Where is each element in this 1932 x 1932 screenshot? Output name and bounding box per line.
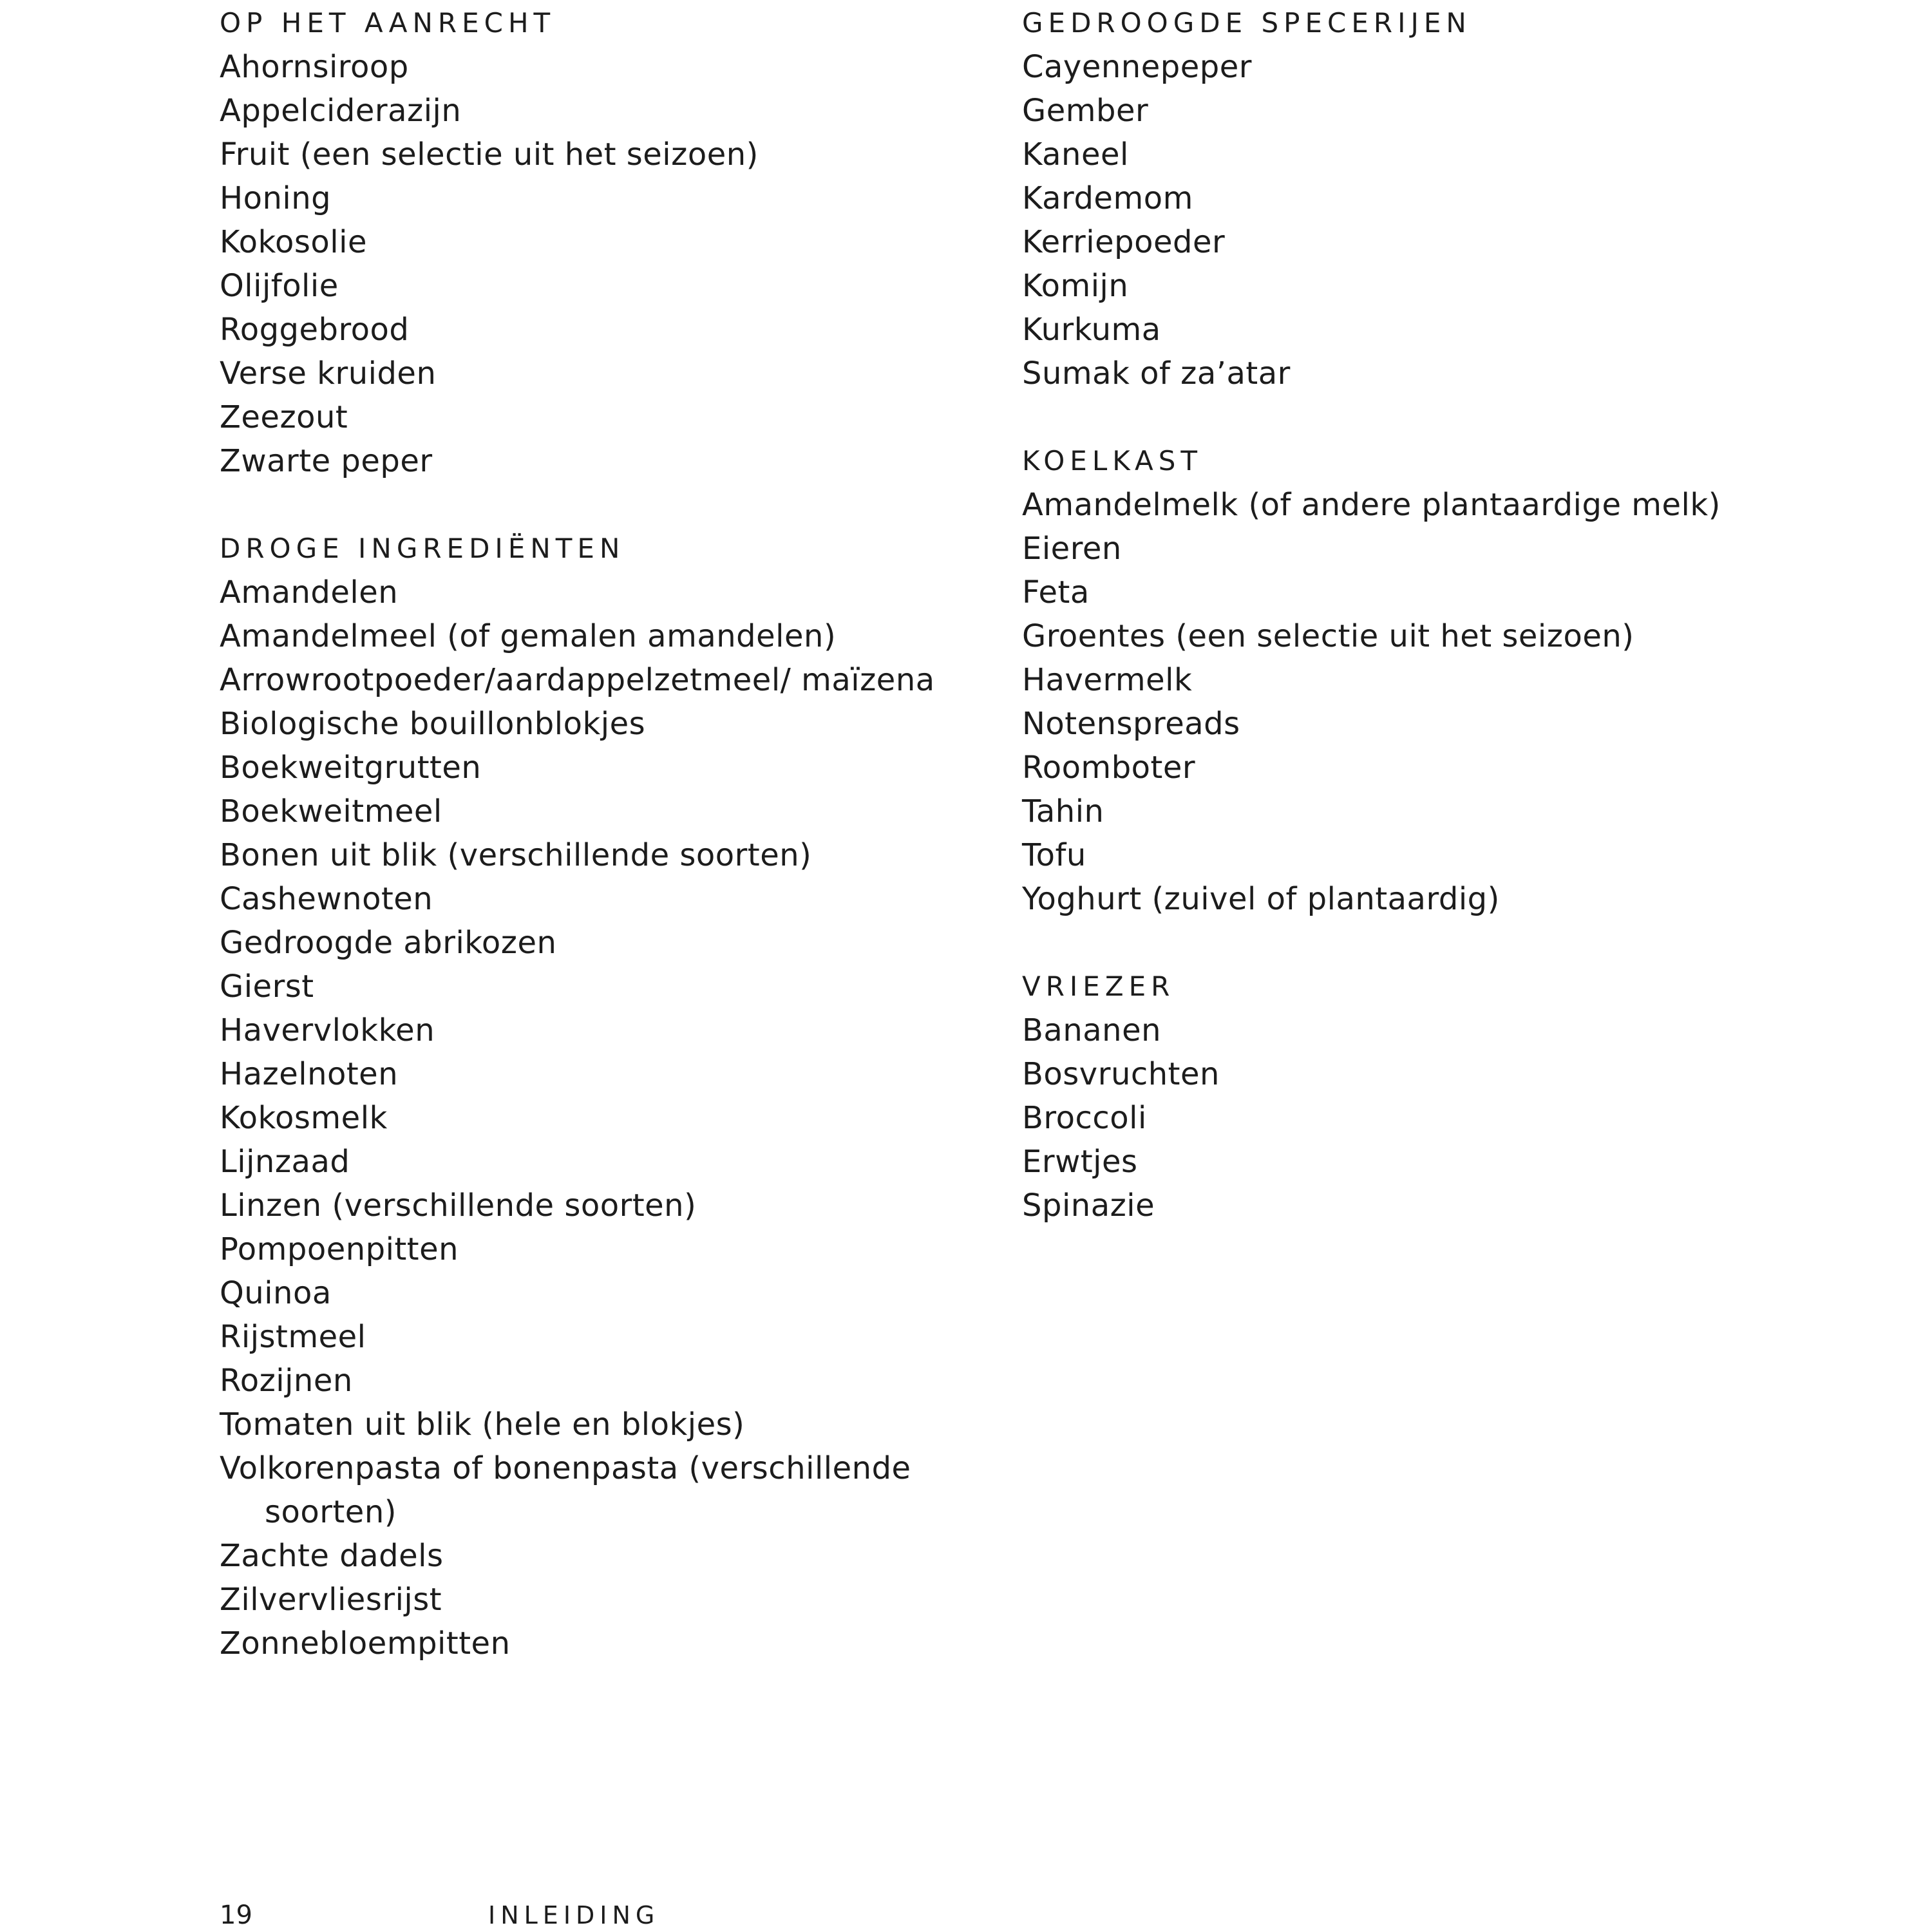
ingredient-list (220, 45, 960, 483)
section-heading: VRIEZER (1022, 971, 1175, 1002)
list-item: Arrowrootpoeder/aardappelzetmeel/ maïzena (220, 662, 935, 698)
list-item: Eieren (1022, 531, 1122, 567)
list-item: Rijstmeel (220, 1319, 366, 1355)
list-item: Zeezout (220, 399, 348, 435)
list-item: Olijfolie (220, 268, 339, 304)
section-heading: KOELKAST (1022, 445, 1203, 477)
list-item: Tahin (1022, 793, 1104, 829)
list-item: Groentes (een selectie uit het seizoen) (1022, 618, 1634, 654)
list-item: Kardemom (1022, 180, 1193, 216)
list-item: Komijn (1022, 268, 1129, 304)
section-heading: OP HET AANRECHT (220, 7, 556, 39)
list-item: Verse kruiden (220, 355, 437, 392)
list-item: Cayennepeper (1022, 49, 1252, 85)
section-heading: DROGE INGREDIËNTEN (220, 533, 625, 564)
section-droge-ingredienten (220, 527, 960, 1665)
list-item: Zachte dadels (220, 1538, 444, 1574)
list-item: Kokosmelk (220, 1100, 388, 1136)
list-item: Sumak of za’atar (1022, 355, 1291, 392)
list-item: Kurkuma (1022, 312, 1161, 348)
list-item: Fruit (een selectie uit het seizoen) (220, 137, 759, 173)
list-item: Havermelk (1022, 662, 1193, 698)
list-item: Quinoa (220, 1275, 332, 1311)
list-item: Tofu (1022, 837, 1086, 873)
list-item: Zwarte peper (220, 443, 433, 479)
list-item: Amandelmelk (of andere plantaardige melk) (1022, 487, 1721, 523)
list-item: Zonnebloempitten (220, 1625, 511, 1662)
section-vriezer (1022, 965, 1827, 1227)
list-item: Erwtjes (1022, 1144, 1138, 1180)
list-item: Roggebrood (220, 312, 410, 348)
list-item: Amandelmeel (of gemalen amandelen) (220, 618, 837, 654)
list-item: Linzen (verschillende soorten) (220, 1188, 697, 1224)
section-gedroogde-specerijen (1022, 1, 1827, 395)
left-column (220, 1, 960, 1665)
list-item: Gember (1022, 93, 1149, 129)
ingredient-list (220, 571, 960, 1665)
list-item: Lijnzaad (220, 1144, 350, 1180)
list-item: Honing (220, 180, 332, 216)
section-heading: GEDROOGDE SPECERIJEN (1022, 7, 1472, 39)
list-item: Boekweitmeel (220, 793, 442, 829)
list-item: Bananen (1022, 1012, 1162, 1048)
list-item: Gierst (220, 969, 314, 1005)
list-item: Gedroogde abrikozen (220, 925, 557, 961)
running-title: INLEIDING (488, 1901, 660, 1929)
list-item: Zilvervliesrijst (220, 1582, 442, 1618)
list-item: Kerriepoeder (1022, 224, 1226, 260)
list-item: Boekweitgrutten (220, 750, 482, 786)
right-column (1022, 1, 1827, 1227)
list-item: Roomboter (1022, 750, 1196, 786)
list-item: Broccoli (1022, 1100, 1147, 1136)
ingredient-list (1022, 1009, 1827, 1227)
list-item: Bosvruchten (1022, 1056, 1220, 1092)
list-item: Tomaten uit blik (hele en blokjes) (220, 1406, 745, 1443)
list-item: Appelciderazijn (220, 93, 462, 129)
page-number: 19 (220, 1900, 252, 1930)
list-item: Amandelen (220, 574, 399, 611)
list-item: Havervlokken (220, 1012, 435, 1048)
list-item: Volkorenpasta of bonenpasta (verschillende soorten) (220, 1450, 911, 1530)
list-item: Notenspreads (1022, 706, 1240, 742)
list-item: Kaneel (1022, 137, 1129, 173)
list-item: Spinazie (1022, 1188, 1155, 1224)
list-item: Kokosolie (220, 224, 367, 260)
section-op-het-aanrecht (220, 1, 960, 483)
list-item: Hazelnoten (220, 1056, 399, 1092)
list-item: Cashewnoten (220, 881, 433, 917)
list-item: Biologische bouillonblokjes (220, 706, 646, 742)
list-item: Pompoenpitten (220, 1231, 459, 1267)
list-item: Bonen uit blik (verschillende soorten) (220, 837, 812, 873)
list-item: Rozijnen (220, 1363, 353, 1399)
list-item: Yoghurt (zuivel of plantaardig) (1022, 881, 1500, 917)
ingredient-list (1022, 45, 1827, 395)
section-koelkast (1022, 439, 1827, 921)
ingredient-list (1022, 483, 1827, 921)
list-item: Feta (1022, 574, 1090, 611)
list-item: Ahornsiroop (220, 49, 409, 85)
